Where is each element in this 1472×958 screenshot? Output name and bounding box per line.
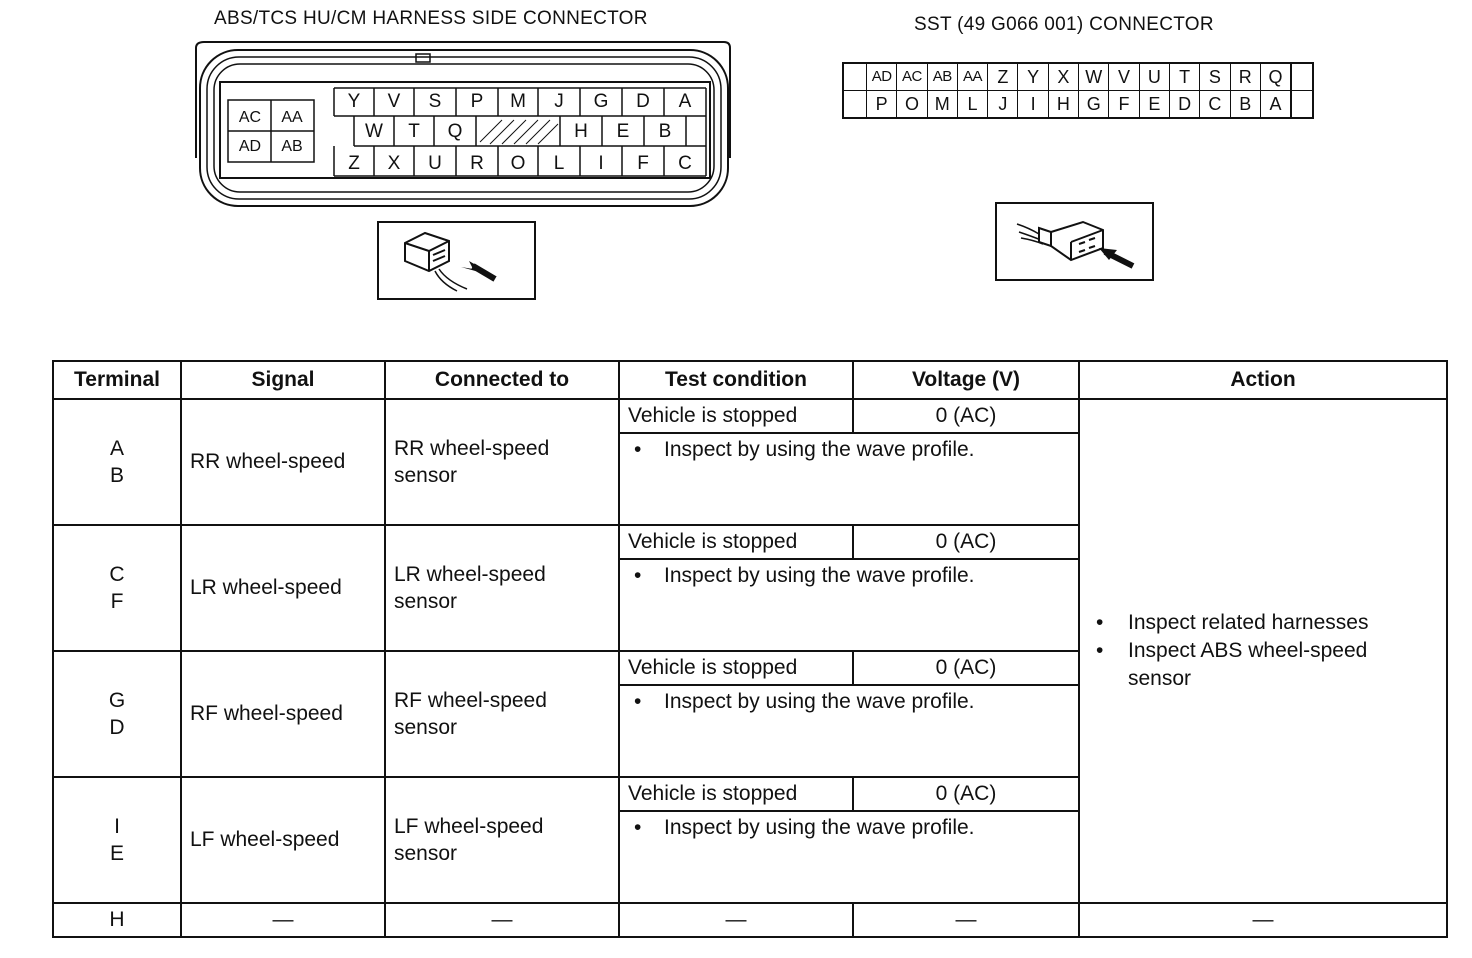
action-cell: • Inspect related harnesses • Inspect ABS wheel-speed sensor bbox=[1079, 399, 1447, 903]
harness-pin: Z bbox=[348, 153, 360, 174]
harness-pin: AA bbox=[281, 109, 303, 126]
harness-pin: AC bbox=[238, 109, 262, 126]
harness-pin: W bbox=[365, 121, 383, 142]
sst-pin: AC bbox=[896, 64, 926, 90]
terminal-voltage-table bbox=[52, 360, 1448, 938]
sst-pin: O bbox=[896, 91, 926, 117]
test-condition-cell: Vehicle is stopped bbox=[619, 525, 853, 559]
harness-pin: G bbox=[593, 91, 609, 112]
terminal-cell: A B bbox=[53, 399, 181, 525]
harness-pin: E bbox=[616, 121, 630, 142]
column-header: Signal bbox=[181, 361, 385, 399]
harness-pin: R bbox=[470, 153, 484, 174]
sst-pin: Q bbox=[1260, 64, 1290, 90]
sst-pin: I bbox=[1017, 91, 1047, 117]
harness-connector-title: ABS/TCS HU/CM HARNESS SIDE CONNECTOR bbox=[214, 8, 648, 29]
harness-pin: S bbox=[428, 91, 442, 112]
connected-to-cell: LR wheel-speed sensor bbox=[385, 525, 619, 651]
sst-pin: U bbox=[1139, 64, 1169, 90]
harness-pin: B bbox=[658, 121, 672, 142]
signal-cell: RR wheel-speed bbox=[181, 399, 385, 525]
voltage-cell: 0 (AC) bbox=[853, 651, 1079, 685]
sst-pin: AA bbox=[957, 64, 987, 90]
harness-pin: H bbox=[574, 121, 588, 142]
sst-pin: M bbox=[927, 91, 957, 117]
voltage-cell: 0 (AC) bbox=[853, 525, 1079, 559]
connected-to-cell: RR wheel-speed sensor bbox=[385, 399, 619, 525]
terminal-cell: I E bbox=[53, 777, 181, 903]
sst-pin: L bbox=[957, 91, 987, 117]
harness-pin: T bbox=[408, 121, 420, 142]
action-cell: — bbox=[1079, 903, 1447, 937]
sst-pin: AB bbox=[927, 64, 957, 90]
test-condition-cell: Vehicle is stopped bbox=[619, 777, 853, 811]
sst-pin: Y bbox=[1017, 64, 1047, 90]
test-condition-cell: Vehicle is stopped bbox=[619, 651, 853, 685]
sst-pin: P bbox=[866, 91, 896, 117]
voltage-cell: — bbox=[853, 903, 1079, 937]
note-cell: • Inspect by using the wave profile. bbox=[619, 811, 1079, 903]
action-item: • Inspect ABS wheel-speed bbox=[1096, 639, 1368, 662]
harness-pin: A bbox=[678, 91, 692, 112]
column-header: Terminal bbox=[53, 361, 181, 399]
table-header-row bbox=[53, 361, 1447, 399]
test-condition-cell: — bbox=[619, 903, 853, 937]
sst-pin: G bbox=[1078, 91, 1108, 117]
terminal-cell: G D bbox=[53, 651, 181, 777]
sst-connector-diagram bbox=[842, 62, 1314, 119]
column-header: Test condition bbox=[619, 361, 853, 399]
sst-pin: D bbox=[1169, 91, 1199, 117]
note-cell: • Inspect by using the wave profile. bbox=[619, 685, 1079, 777]
sst-pin: W bbox=[1078, 64, 1108, 90]
connected-to-cell: — bbox=[385, 903, 619, 937]
sst-pin: B bbox=[1230, 91, 1260, 117]
connector-view-icon bbox=[377, 221, 536, 300]
note-cell: • Inspect by using the wave profile. bbox=[619, 559, 1079, 651]
table-row bbox=[53, 399, 1447, 433]
harness-pin: D bbox=[636, 91, 650, 112]
sst-pin: X bbox=[1048, 64, 1078, 90]
note-cell: • Inspect by using the wave profile. bbox=[619, 433, 1079, 525]
sst-pin: R bbox=[1230, 64, 1260, 90]
voltage-cell: 0 (AC) bbox=[853, 777, 1079, 811]
signal-cell: RF wheel-speed bbox=[181, 651, 385, 777]
sst-pin: J bbox=[987, 91, 1017, 117]
signal-cell: LF wheel-speed bbox=[181, 777, 385, 903]
harness-pin: Y bbox=[347, 91, 361, 112]
harness-pin: V bbox=[387, 91, 401, 112]
sst-pin: S bbox=[1199, 64, 1229, 90]
harness-pin: I bbox=[598, 153, 604, 174]
action-item: • Inspect related harnesses bbox=[1096, 611, 1369, 634]
test-condition-cell: Vehicle is stopped bbox=[619, 399, 853, 433]
connected-to-cell: LF wheel-speed sensor bbox=[385, 777, 619, 903]
sst-pin: A bbox=[1260, 91, 1290, 117]
harness-pin: Q bbox=[447, 121, 463, 142]
connected-to-cell: RF wheel-speed sensor bbox=[385, 651, 619, 777]
harness-pin: X bbox=[387, 153, 401, 174]
sst-pin: F bbox=[1108, 91, 1138, 117]
sst-pin: H bbox=[1048, 91, 1078, 117]
harness-pin: O bbox=[510, 153, 526, 174]
harness-pin: M bbox=[510, 91, 526, 112]
harness-pin: P bbox=[470, 91, 484, 112]
sst-pin: E bbox=[1139, 91, 1169, 117]
sst-pin: C bbox=[1199, 91, 1229, 117]
terminal-cell: H bbox=[53, 903, 181, 937]
harness-pin: AB bbox=[281, 138, 303, 155]
column-header: Voltage (V) bbox=[853, 361, 1079, 399]
sst-pin: T bbox=[1169, 64, 1199, 90]
column-header: Action bbox=[1079, 361, 1447, 399]
harness-pin: F bbox=[637, 153, 649, 174]
harness-pin: C bbox=[678, 153, 692, 174]
signal-cell: LR wheel-speed bbox=[181, 525, 385, 651]
sst-pin: Z bbox=[987, 64, 1017, 90]
column-header: Connected to bbox=[385, 361, 619, 399]
sst-pin: AD bbox=[866, 64, 896, 90]
voltage-cell: 0 (AC) bbox=[853, 399, 1079, 433]
table-row bbox=[53, 903, 1447, 937]
harness-pin: J bbox=[554, 91, 564, 112]
sst-connector-view-icon bbox=[995, 202, 1154, 281]
harness-pin: L bbox=[553, 153, 565, 174]
harness-pin: AD bbox=[238, 138, 262, 155]
signal-cell: — bbox=[181, 903, 385, 937]
sst-connector-title: SST (49 G066 001) CONNECTOR bbox=[914, 14, 1214, 35]
sst-pin: V bbox=[1108, 64, 1138, 90]
terminal-cell: C F bbox=[53, 525, 181, 651]
harness-pin: U bbox=[428, 153, 442, 174]
